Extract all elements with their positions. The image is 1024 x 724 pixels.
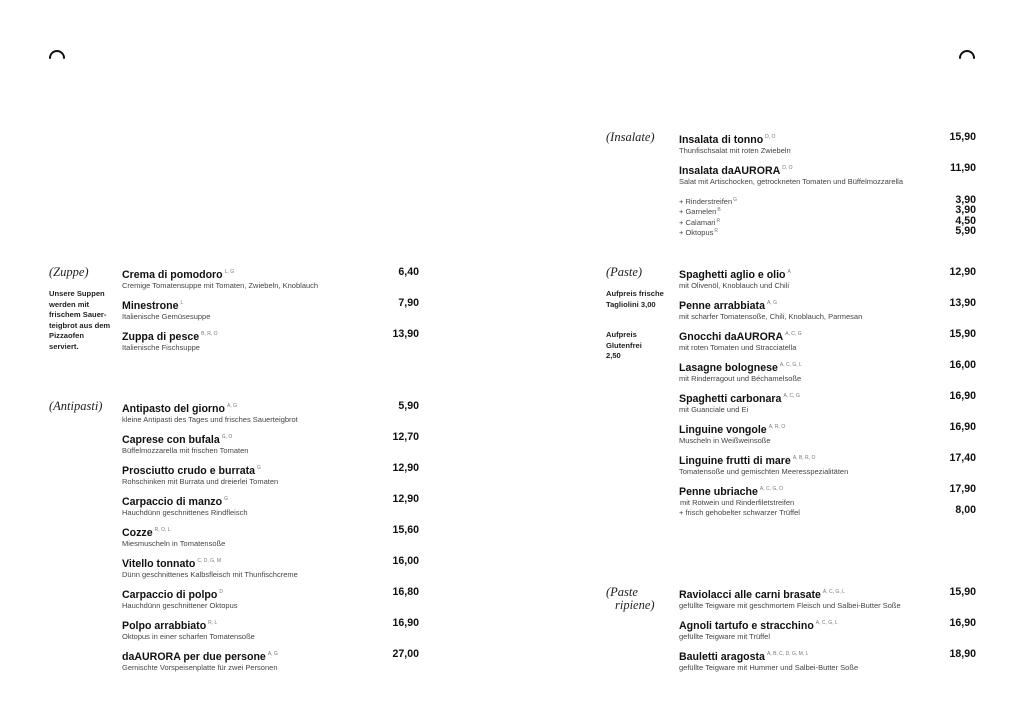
section-label-paste: (Paste) — [606, 265, 643, 279]
menu-item — [122, 328, 419, 353]
item-price: 6,40 — [398, 266, 419, 278]
item-name: Minestrone — [122, 300, 179, 312]
allergen-codes: D — [219, 589, 223, 595]
item-price: 16,80 — [392, 586, 419, 598]
item-price: 15,90 — [949, 131, 976, 143]
menu-item — [679, 266, 976, 291]
item-description: Rohschinken mit Burrata und dreierlei Tomaten — [122, 477, 279, 486]
allergen-codes: A — [787, 269, 791, 275]
addon-price: 8,00 — [955, 504, 976, 516]
item-price: 18,90 — [949, 648, 976, 660]
menu-item — [122, 431, 419, 456]
item-price: 17,90 — [949, 483, 976, 495]
binder-ring-icon-left — [49, 50, 65, 66]
item-name: Linguine vongole — [679, 424, 767, 436]
item-name: Cozze — [122, 527, 153, 539]
section-label-line: ripiene) — [615, 598, 655, 612]
item-name: Insalata daAURORA — [679, 165, 781, 177]
item-name: Vitello tonnato — [122, 558, 196, 570]
menu-item — [679, 390, 976, 415]
item-price: 13,90 — [949, 297, 976, 309]
item-price: 16,00 — [949, 359, 976, 371]
allergen-codes: R, L — [208, 620, 218, 626]
allergen-codes: A, C, G, L — [815, 620, 838, 626]
item-name: Raviolacci alle carni brasate — [679, 589, 821, 601]
allergen-codes: L — [180, 300, 184, 306]
extra-price: 4,50 — [955, 215, 976, 227]
section-label-paste-ripiene — [606, 586, 655, 612]
menu-item — [679, 617, 976, 642]
menu-item — [679, 131, 976, 156]
extra-price: 3,90 — [955, 194, 976, 206]
item-name: Bauletti aragosta — [679, 651, 765, 663]
extra-name: + Oktopus — [679, 228, 714, 237]
allergen-codes: A, C, G — [783, 393, 800, 399]
item-price: 27,00 — [392, 648, 419, 660]
extra-price: 3,90 — [955, 204, 976, 216]
section-note-zuppe: Unsere Suppen werden mit frischem Sauer-teigbrot aus dem Pizzaofen serviert. — [49, 289, 111, 351]
item-price: 11,90 — [950, 162, 976, 174]
item-price: 5,90 — [398, 400, 419, 412]
allergen-codes: A, B, C, D, G, M, L — [766, 651, 809, 657]
menu-item — [122, 524, 419, 549]
item-price: 16,90 — [949, 390, 976, 402]
menu-item — [122, 297, 419, 322]
item-price: 17,40 — [949, 452, 976, 464]
item-description: gefüllte Teigware mit Hummer und Salbei-Butter Soße — [679, 663, 859, 672]
item-description: mit Rinderragout und Béchamelsoße — [679, 374, 802, 383]
menu-item — [679, 328, 976, 353]
extra-price: 5,90 — [955, 225, 976, 237]
item-name: Crema di pomodoro — [122, 269, 223, 281]
allergen-codes: R — [714, 228, 719, 234]
item-description: Gemischte Vorspeisenplatte für zwei Personen — [122, 663, 278, 672]
item-description: mit roten Tomaten und Stracciatella — [679, 343, 797, 352]
extra-item — [679, 227, 718, 238]
allergen-codes: A, G — [227, 403, 238, 409]
item-name: Linguine frutti di mare — [679, 455, 791, 467]
section-label-insalate: (Insalate) — [606, 130, 655, 144]
menu-item — [679, 297, 976, 322]
item-price: 16,90 — [949, 617, 976, 629]
binder-ring-icon-right — [959, 50, 975, 66]
item-name: Caprese con bufala — [122, 434, 220, 446]
menu-item — [122, 400, 419, 425]
item-description: kleine Antipasti des Tages und frisches Sauerteigbrot — [122, 415, 298, 424]
section-label-antipasti: (Antipasti) — [49, 399, 103, 413]
menu-item — [122, 648, 419, 673]
menu-item — [122, 555, 419, 580]
item-description: mit Rotwein und Rinderfiletstreifen — [680, 498, 795, 507]
menu-item — [679, 452, 976, 477]
item-name: Penne ubriache — [679, 486, 758, 498]
allergen-codes: A, C, G, L — [822, 589, 845, 595]
menu-item — [679, 483, 976, 518]
extra-name: + Rinderstreifen — [679, 197, 733, 206]
item-description: Hauchdünn geschnittenes Rindfleisch — [122, 508, 248, 517]
allergen-codes: G — [733, 197, 738, 203]
item-name: Spaghetti aglio e olio — [679, 269, 786, 281]
allergen-codes: A, C, G, L — [779, 362, 802, 368]
menu-item — [679, 421, 976, 446]
menu-item — [679, 359, 976, 384]
extra-item — [679, 206, 721, 217]
allergen-codes: B, R, O — [201, 331, 218, 337]
item-name: Agnoli tartufo e stracchino — [679, 620, 814, 632]
allergen-codes: L, G — [224, 269, 235, 275]
item-description: Thunfischsalat mit roten Zwiebeln — [679, 146, 791, 155]
item-price: 12,70 — [392, 431, 419, 443]
extra-item — [679, 217, 720, 228]
item-price: 12,90 — [392, 493, 419, 505]
menu-item — [122, 462, 419, 487]
item-name: Prosciutto crudo e burrata — [122, 465, 256, 477]
item-price: 7,90 — [398, 297, 419, 309]
item-description: mit Guanciale und Ei — [679, 405, 749, 414]
item-price: 16,90 — [392, 617, 419, 629]
allergen-codes: A, R, O — [768, 424, 786, 430]
item-name: Polpo arrabbiato — [122, 620, 207, 632]
item-name: Carpaccio di polpo — [122, 589, 218, 601]
section-note-tagliolini: Aufpreis frische Tagliolini 3,00 — [606, 289, 664, 309]
allergen-codes: A, G — [766, 300, 777, 306]
item-description: Muscheln in Weißweinsoße — [679, 436, 771, 445]
item-name: Penne arrabbiata — [679, 300, 765, 312]
section-label-zuppe: (Zuppe) — [49, 265, 89, 279]
item-description: Hauchdünn geschnittener Oktopus — [122, 601, 238, 610]
allergen-codes: G, O — [221, 434, 233, 440]
section-note-glutenfrei: Aufpreis Glutenfrei 2,50 — [606, 330, 642, 360]
allergen-codes: D, O — [765, 134, 776, 140]
item-description: Dünn geschnittenes Kalbsfleisch mit Thunfischcreme — [122, 570, 298, 579]
item-description: Oktopus in einer scharfen Tomatensoße — [122, 632, 255, 641]
allergen-codes: R — [716, 218, 721, 224]
item-description: gefüllte Teigware mit geschmortem Fleisch und Salbei-Butter Soße — [679, 601, 901, 610]
section-label-line: (Paste — [606, 585, 638, 599]
item-price: 13,90 — [392, 328, 419, 340]
item-price: 12,90 — [392, 462, 419, 474]
extra-name: + Garnelen — [679, 207, 717, 216]
item-price: 16,90 — [949, 421, 976, 433]
allergen-codes: A, C, G — [785, 331, 802, 337]
item-description: gefüllte Teigware mit Trüffel — [679, 632, 771, 641]
allergen-codes: C, D, G, M — [197, 558, 221, 564]
item-name: Spaghetti carbonara — [679, 393, 782, 405]
menu-item — [122, 266, 419, 291]
item-name: Gnocchi daAURORA — [679, 331, 784, 343]
item-description: Salat mit Artischocken, getrockneten Tomaten und Büffelmozzarella — [679, 177, 904, 186]
allergen-codes: G — [224, 496, 228, 502]
item-description: Büffelmozzarella mit frischen Tomaten — [122, 446, 249, 455]
item-price: 12,90 — [949, 266, 976, 278]
item-description: mit scharfer Tomatensoße, Chili, Knoblauch, Parmesan — [679, 312, 863, 321]
item-name: Antipasto del giorno — [122, 403, 225, 415]
extra-item — [679, 196, 737, 207]
item-name: Zuppa di pesce — [122, 331, 200, 343]
item-price: 15,60 — [392, 524, 419, 536]
allergen-codes: G — [257, 465, 261, 471]
allergen-codes: R, O, L — [154, 527, 171, 533]
allergen-codes: A, G — [267, 651, 278, 657]
allergen-codes: A, B, R, O — [792, 455, 816, 461]
item-name: Insalata di tonno — [679, 134, 764, 146]
item-name: Lasagne bolognese — [679, 362, 778, 374]
menu-item — [122, 617, 419, 642]
item-description: Miesmuscheln in Tomatensoße — [122, 539, 226, 548]
menu-item — [679, 648, 976, 673]
item-description: Cremige Tomatensuppe mit Tomaten, Zwiebeln, Knoblauch — [122, 281, 319, 290]
item-addon: + frisch gehobelter schwarzer Trüffel — [679, 508, 800, 517]
menu-item — [679, 162, 976, 187]
menu-item — [122, 586, 419, 611]
item-price: 15,90 — [949, 586, 976, 598]
item-description: Italienische Fischsuppe — [122, 343, 200, 352]
menu-item — [122, 493, 419, 518]
allergen-codes: A, C, G, O — [759, 486, 783, 492]
item-description: Italienische Gemüsesuppe — [122, 312, 211, 321]
extra-name: + Calamari — [679, 218, 716, 227]
allergen-codes: B — [717, 207, 721, 213]
item-name: Carpaccio di manzo — [122, 496, 223, 508]
menu-item — [679, 586, 976, 611]
item-name: daAURORA per due persone — [122, 651, 266, 663]
item-price: 15,90 — [949, 328, 976, 340]
item-description: Tomatensoße und gemischten Meeresspezialitäten — [679, 467, 849, 476]
allergen-codes: D, O — [782, 165, 793, 171]
item-price: 16,00 — [392, 555, 419, 567]
item-description: mit Olivenöl, Knoblauch und Chili — [679, 281, 790, 290]
